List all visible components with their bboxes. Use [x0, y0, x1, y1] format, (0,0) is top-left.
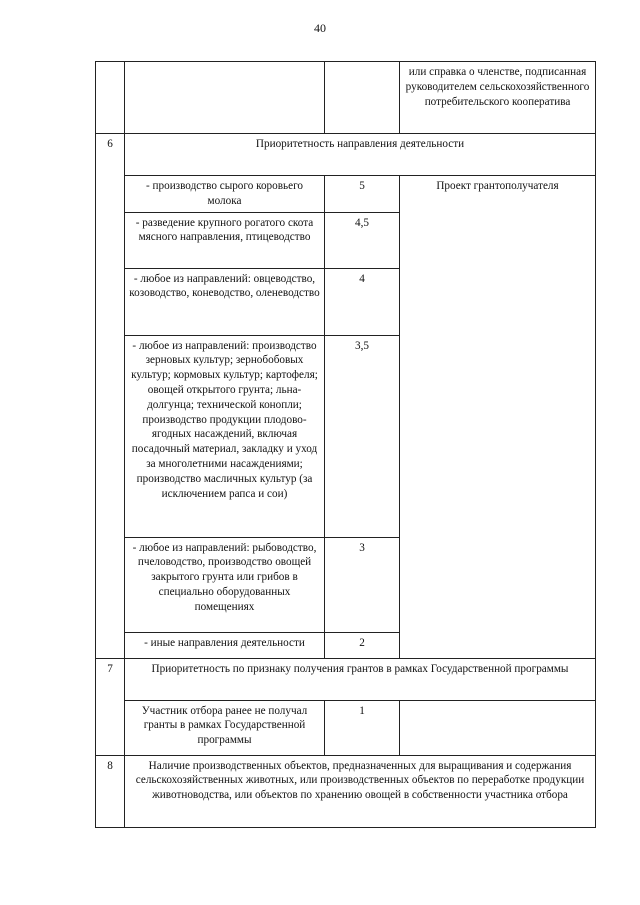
section-header-row	[96, 658, 596, 700]
section-header-row	[96, 755, 596, 827]
points-cell: 4,5	[325, 212, 400, 268]
points-cell: 4	[325, 268, 400, 335]
page-number: 40	[314, 21, 326, 35]
section-header: Приоритетность по признаку получения грантов в рамках Государственной программы	[125, 658, 596, 700]
points-cell	[325, 62, 400, 134]
source-cell	[400, 700, 596, 755]
points-cell: 3,5	[325, 335, 400, 537]
criterion-cell: - разведение крупного рогатого скота мясного направления, птицеводство	[125, 212, 325, 268]
criterion-cell	[125, 62, 325, 134]
section-header: Наличие производственных объектов, предназначенных для выращивания и содержания сельскохозяйственных животных, или производственных объектов по переработке продукции животноводства, или объектов по хранению овощей в собственности участника отбора	[125, 755, 596, 827]
points-cell: 2	[325, 632, 400, 658]
points-cell: 3	[325, 537, 400, 632]
table-row	[96, 62, 596, 134]
section-header: Приоритетность направления деятельности	[125, 134, 596, 176]
criterion-cell: - любое из направлений: производство зерновых культур; зернобобовых культур; кормовых культур; картофеля; овощей открытого грунта; льна-долгунца; технической конопли; производство продукции плодово-ягодных насаждений, включая посадочный материал, закладку и уход за многолетними насаждениями; производство масличных культур (за исключением рапса и сои)	[125, 335, 325, 537]
criterion-cell: - производство сырого коровьего молока	[125, 176, 325, 213]
section-number: 7	[96, 658, 125, 755]
table-row	[96, 176, 596, 213]
section-header-row	[96, 134, 596, 176]
section-number: 6	[96, 134, 125, 659]
source-cell: Проект грантополучателя	[400, 176, 596, 659]
number-cell	[96, 62, 125, 134]
criterion-cell: - иные направления деятельности	[125, 632, 325, 658]
section-number: 8	[96, 755, 125, 827]
criterion-cell: - любое из направлений: рыбоводство, пчеловодство, производство овощей закрытого грунта или грибов в специально оборудованных помещениях	[125, 537, 325, 632]
docs-cell: или справка о членстве, подписанная руководителем сельскохозяйственного потребительского кооператива	[400, 62, 596, 134]
criteria-table	[95, 61, 596, 828]
points-cell: 1	[325, 700, 400, 755]
criterion-cell: - любое из направлений: овцеводство, козоводство, коневодство, оленеводство	[125, 268, 325, 335]
criterion-cell: Участник отбора ранее не получал гранты в рамках Государственной программы	[125, 700, 325, 755]
table-row	[96, 700, 596, 755]
points-cell: 5	[325, 176, 400, 213]
